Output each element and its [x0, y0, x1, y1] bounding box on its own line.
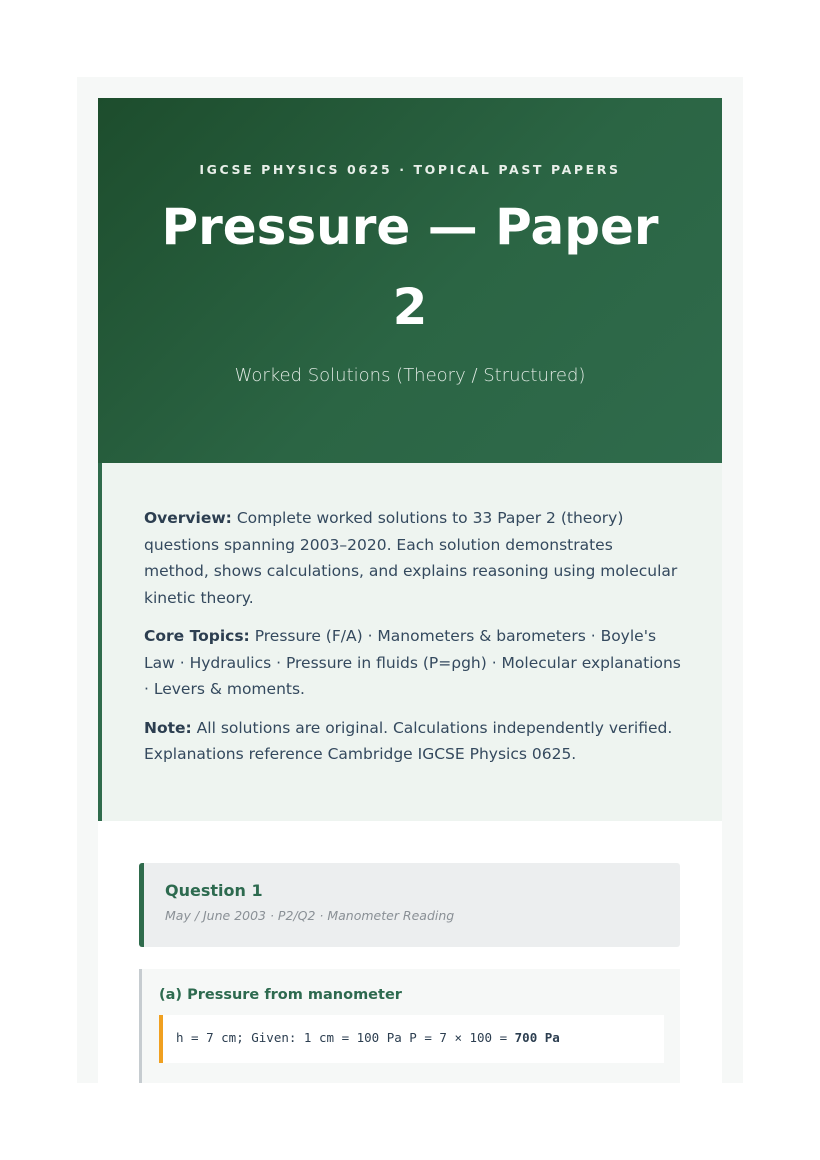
- overview-text: Complete worked solutions to 33 Paper 2 (theory) questions spanning 2003–2020. Each solution demonstrates method, shows calculations, and explains reasoning using molecular kinetic theory.: [144, 509, 678, 607]
- final-answer: 700 Pa: [514, 1030, 560, 1045]
- question-header: [139, 863, 680, 947]
- hero-banner: [98, 98, 722, 463]
- working-box: [159, 1015, 664, 1063]
- note-label: Note:: [144, 718, 192, 737]
- part-title: (a) Pressure from manometer: [159, 987, 402, 1003]
- core-topics-label: Core Topics:: [144, 627, 250, 645]
- document-card: [98, 98, 722, 1083]
- course-eyebrow: IGCSE PHYSICS 0625 · TOPICAL PAST PAPERS: [199, 162, 621, 177]
- overview-panel: [98, 463, 722, 821]
- page-title: Pressure — Paper 2: [161, 198, 659, 336]
- question-meta: May / June 2003 · P2/Q2 · Manometer Reading: [165, 908, 455, 923]
- core-topics-paragraph: [144, 623, 682, 703]
- note-paragraph: [144, 715, 682, 768]
- working-text: h = 7 cm; Given: 1 cm = 100 Pa P = 7 × 100 =: [176, 1030, 515, 1045]
- question-part: [139, 969, 680, 1083]
- note-text: All solutions are original. Calculations independently verified. Explanations reference Cambridge IGCSE Physics 0625.: [144, 718, 673, 763]
- overview-label: Overview:: [144, 509, 232, 527]
- core-topics-text: Pressure (F/A) · Manometers & barometers · Boyle's Law · Hydraulics · Pressure in fluids (P=ρgh) · Molecular explanations · Levers & moments.: [144, 627, 681, 698]
- page-subtitle: Worked Solutions (Theory / Structured): [234, 365, 586, 386]
- overview-paragraph: [144, 505, 682, 611]
- question-title: Question 1: [165, 881, 263, 900]
